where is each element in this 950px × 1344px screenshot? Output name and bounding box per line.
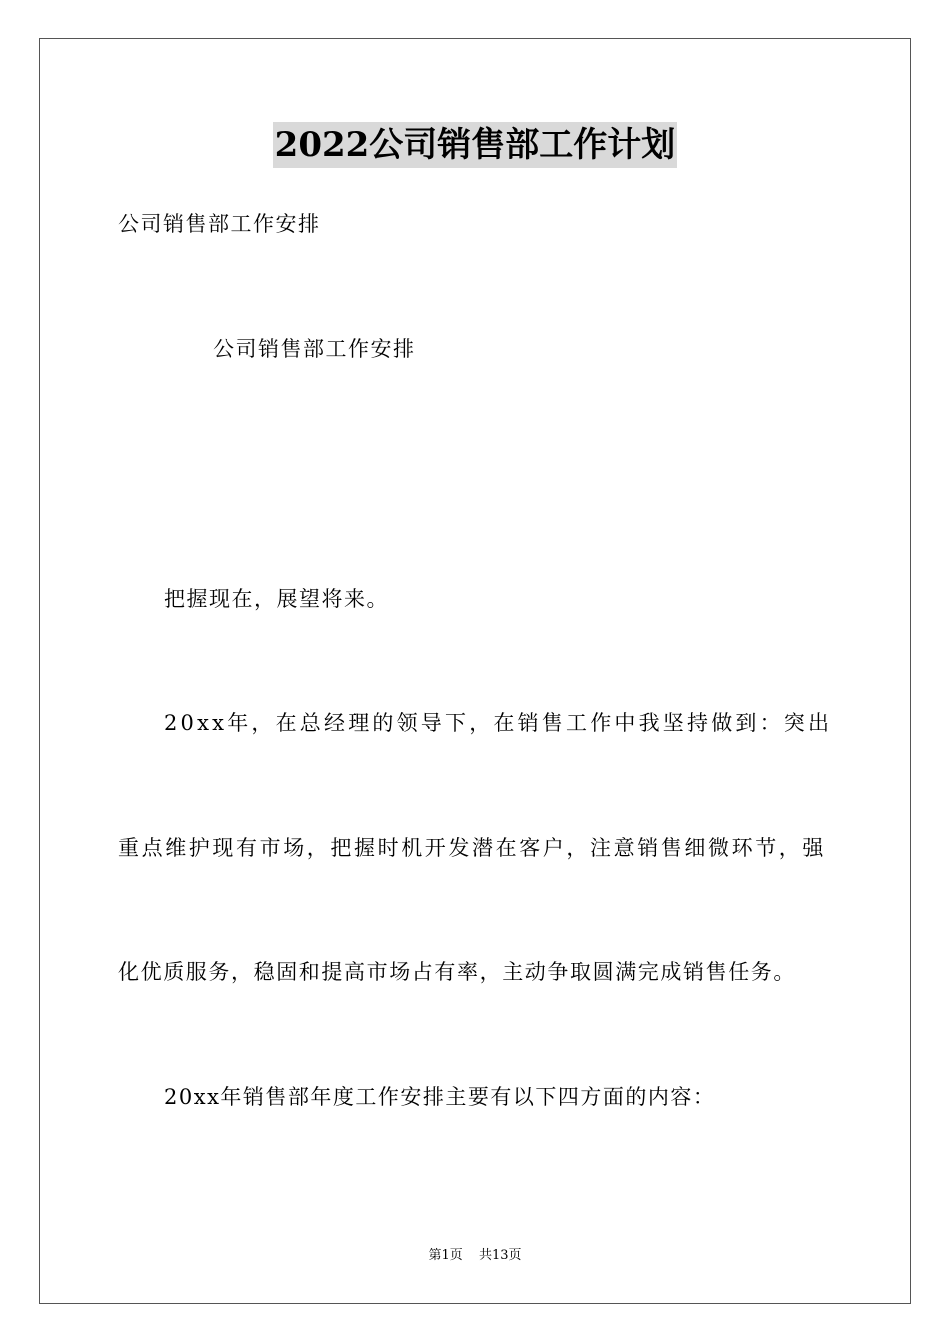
document-title: 2022公司销售部工作计划 bbox=[273, 122, 678, 168]
subtitle-line-2: 公司销售部工作安排 bbox=[213, 337, 416, 361]
paragraph-2-line-2: 重点维护现有市场，把握时机开发潜在客户，注意销售细微环节，强 bbox=[118, 836, 826, 860]
page-number: 第1页 bbox=[428, 1248, 463, 1263]
paragraph-3: 20xx年销售部年度工作安排主要有以下四方面的内容： bbox=[164, 1085, 716, 1109]
paragraph-1: 把握现在，展望将来。 bbox=[164, 587, 389, 611]
subtitle-line-1: 公司销售部工作安排 bbox=[118, 212, 321, 236]
title-wrapper bbox=[0, 122, 950, 168]
paragraph-2-line-3: 化优质服务，稳固和提高市场占有率，主动争取圆满完成销售任务。 bbox=[118, 960, 796, 984]
paragraph-2-line-1: 20xx年，在总经理的领导下，在销售工作中我坚持做到：突出 bbox=[164, 711, 833, 735]
page-footer bbox=[0, 1246, 950, 1266]
page-total: 共13页 bbox=[478, 1248, 522, 1263]
